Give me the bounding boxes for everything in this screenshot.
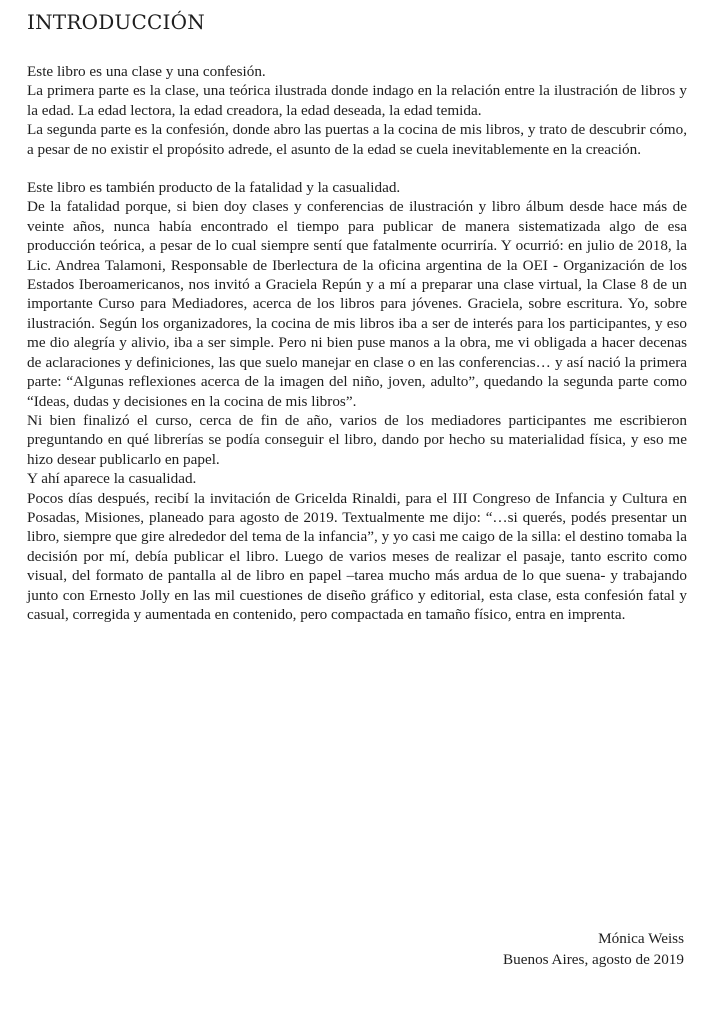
place-date: Buenos Aires, agosto de 2019 [503,951,684,968]
paragraph-gap [27,159,687,178]
author-name: Mónica Weiss [598,930,684,947]
paragraph: Pocos días después, recibí la invitación de Gricelda Rinaldi, para el III Congreso de Infancia y Cultura en Posadas, Misiones, planeado para agosto de 2019. Textualmente me dijo: “…si querés, podés presentar un libro, siempre que gire alrededor del tema de la infancia”, y yo casi me caigo de la silla: el destino tomaba la decisión por mí, debía publicar el libro. Luego de varios meses de realizar el pasaje, tanto escrito como visual, del formato de pantalla al de libro en papel –tarea mucho más ardua de lo que suena- y trabajando junto con Ernesto Jolly en las mil cuestiones de diseño gráfico y editorial, esta clase, esta confesión fatal y casual, corregida y aumentada en contenido, pero compactada en tamaño físico, entra en imprenta. [27,489,687,623]
paragraph: Ni bien finalizó el curso, cerca de fin de año, varios de los mediadores participantes me escribieron preguntando en qué librerías se podía conseguir el libro, dando por hecho su materialidad física, y eso me hizo desear publicarlo en papel. [27,411,687,468]
signature [503,928,684,970]
page-title: INTRODUCCIÓN [27,10,205,34]
paragraph: Y ahí aparece la casualidad. [27,470,197,488]
paragraph: Este libro es una clase y una confesión. [27,63,266,80]
paragraph: La segunda parte es la confesión, donde abro las puertas a la cocina de mis libros, y trato de descubrir cómo, a pesar de no existir el propósito adrede, el asunto de la edad se cuela inevitablemente en la creación. [27,121,687,158]
paragraph: De la fatalidad porque, si bien doy clases y conferencias de ilustración y libro álbum desde hace más de veinte años, nunca había encontrado el tiempo para publicar de manera sistematizada algo de esa producción teórica, a pesar de lo cual siempre sentí que fatalmente ocurriría. Y ocurrió: en julio de 2018, la Lic. Andrea Talamoni, Responsable de Iberlectura de la oficina argentina de la OEI - Organización de los Estados Iberoamericanos, nos invitó a Graciela Repún y a mí a preparar una clase virtual, la Clase 8 de un importante Curso para Mediadores, acerca de los libros para jóvenes. Graciela, sobre escritura. Yo, sobre ilustración. Según los organizadores, la cocina de mis libros iba a ser de interés para los participantes, y eso me dio alegría y alivio, iba a ser simple. Pero ni bien puse manos a la obra, me vi obligada a hacer decenas de aclaraciones y definiciones, las que suelo manejar en clase o en las conferencias… y así nació la primera parte: “Algunas reflexiones acerca de la imagen del niño, joven, adulto”, quedando la segunda parte como “Ideas, dudas y decisiones en la cocina de mis libros”. [27,198,687,410]
text-block-1 [27,62,687,159]
text-block-2 [27,178,687,624]
paragraph: La primera parte es la clase, una teórica ilustrada donde indago en la relación entre la ilustración de libros y la edad. La edad lectora, la edad creadora, la edad deseada, la edad temida. [27,82,687,119]
document-page [27,8,687,624]
paragraph: Este libro es también producto de la fatalidad y la casualidad. [27,179,401,197]
